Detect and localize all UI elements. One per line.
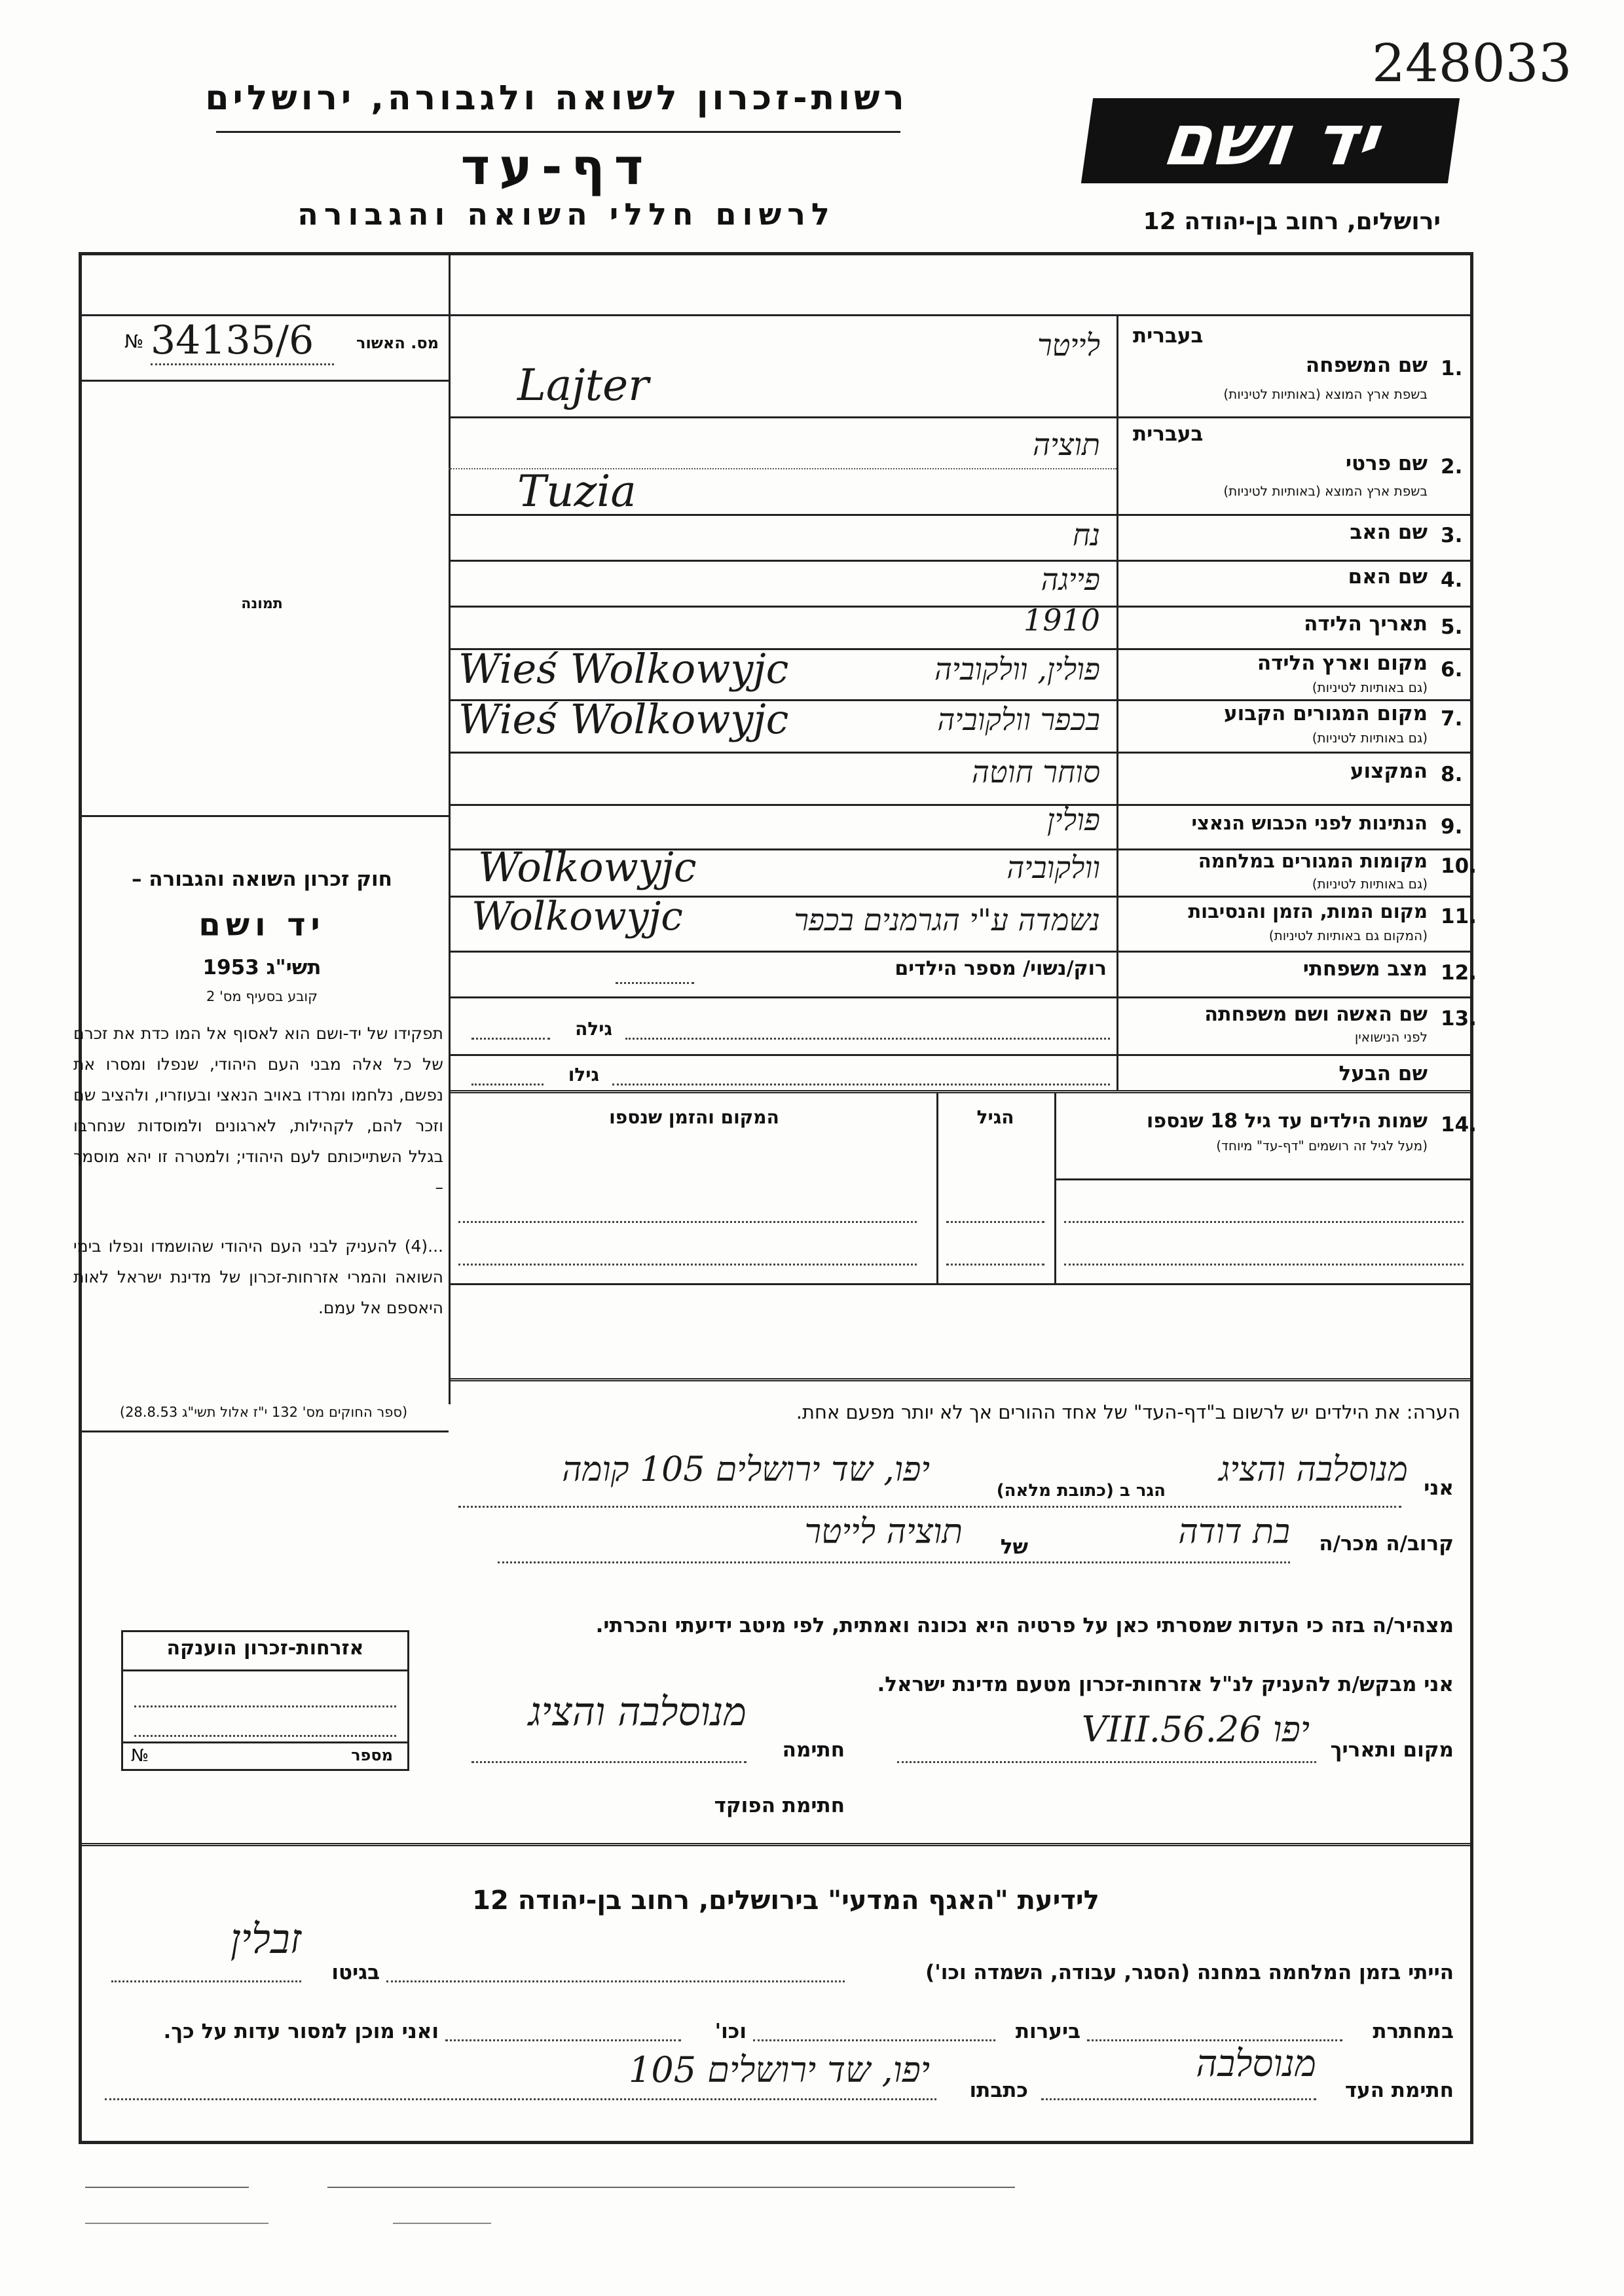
field-5-value: 1910: [1023, 602, 1100, 638]
field-11-number: 11.: [1441, 905, 1477, 928]
field-1-value-hebrew: לייטר: [1037, 327, 1100, 363]
field-2-lang: בעברית: [1133, 422, 1204, 446]
children-label: שמות הילדים עד גיל 18 שנספו: [1147, 1110, 1428, 1133]
photo-label: תמונה: [241, 596, 283, 612]
declarant-resides-label: הגר ב (כתובת מלאה): [996, 1481, 1166, 1501]
place-date-label: מקום ותאריך: [1330, 1738, 1454, 1762]
field-9-number: 9.: [1441, 815, 1463, 839]
field-8-value: סוחר חוטה: [971, 754, 1100, 790]
form-subtitle: לרשום חללי השואה והגבורה: [297, 196, 836, 232]
field-13-label: שם האשה ושם משפחתה: [1204, 1003, 1428, 1026]
yad-vashem-logo: [1081, 98, 1460, 183]
field-7-number: 7.: [1441, 707, 1463, 731]
field-1-label: שם המשפחה: [1305, 354, 1428, 377]
declarant-address: יפו, שד ירושלים 105 קומה: [562, 1450, 930, 1489]
witness-signature-label: חתימת העד: [1344, 2079, 1454, 2102]
law-year: תשי"ג 1953: [202, 956, 322, 979]
children-note: הערה: את הילדים יש לרשום ב"דף-העד" של אחד ההורים אך לא יותר מפעם אחת.: [796, 1401, 1460, 1423]
children-age-col: הגיל: [976, 1106, 1014, 1128]
declarant-i-label: אני: [1424, 1476, 1454, 1500]
field-11-label: מקום המות, הזמן והנסיבות: [1188, 900, 1428, 922]
field-12-label: מצב משפחתי: [1302, 957, 1428, 981]
signature-label: חתימה: [782, 1738, 845, 1762]
field-7-value-hebrew: בכפר וולקוביה: [937, 702, 1100, 737]
field-2-number: 2.: [1441, 455, 1463, 479]
ready-label: ואני מוכן למסור עדות על כך.: [163, 2020, 439, 2043]
witness-signature-value: מנוסלבה: [1196, 2043, 1316, 2085]
approval-number: 34135/6: [151, 318, 314, 363]
citizenship-title: אזרחות-זכרון הוענקה: [166, 1637, 364, 1660]
ghetto-label: בגיטו: [331, 1961, 380, 1984]
law-name: יד ושם: [198, 907, 325, 943]
footer-title: לידיעת "האגף המדעי" בירושלים, רחוב בן-יהודה 12: [472, 1886, 1099, 1916]
address-header: ירושלים, רחוב בן-יהודה 12: [1143, 208, 1441, 235]
field-6-value-latin: Wieś Wolkowyjc: [458, 645, 789, 693]
field-6-label: מקום וארץ הלידה: [1257, 651, 1428, 675]
field-3-number: 3.: [1441, 524, 1463, 547]
field-1-lang: בעברית: [1133, 324, 1204, 348]
field-9-label: הנתינות לפני הכבוש הנאצי: [1191, 812, 1428, 834]
etc-label: וכו': [714, 2020, 747, 2043]
field-1-value-latin: Lajter: [517, 360, 649, 410]
field-10-value-latin: Wolkowyjc: [478, 843, 697, 891]
signature-value: מנוסלבה והציג: [528, 1689, 747, 1735]
field-10-sub: (גם באותיות לטיניות): [1312, 876, 1428, 892]
declarant-name: מנוסלבה והציג: [1219, 1450, 1408, 1489]
field-4-label: שם האם: [1348, 565, 1428, 589]
citizenship-no-sign: №: [131, 1746, 149, 1766]
field-2-sub: בשפת ארץ המוצא (באותיות לטיניות): [1223, 483, 1428, 499]
children-number: 14.: [1441, 1113, 1477, 1137]
authority-title: רשות-זכרון לשואה ולגבורה, ירושלים: [205, 79, 908, 118]
field-11-value-latin: Wolkowyjc: [471, 894, 683, 939]
field-13-age-label: גילה: [575, 1018, 612, 1040]
field-11-sub: (המקום גם באותיות לטיניות): [1268, 928, 1428, 943]
field-6-number: 6.: [1441, 658, 1463, 682]
declare-text: מצהיר/ה בזה כי העדות שמסרתי כאן על פרטיה היא נכונה ואמתית, לפי מיטב ידיעתי והכרתי.: [595, 1614, 1454, 1637]
witness-address-value: יפו, שד ירושלים 105: [629, 2049, 930, 2090]
archive-number: 248033: [1372, 33, 1572, 94]
field-7-sub: (גם באותיות לטיניות): [1312, 730, 1428, 746]
of-label: של: [1000, 1535, 1028, 1559]
form-title: דף-עד: [460, 137, 653, 196]
underground-label: במחתרת: [1373, 2020, 1454, 2043]
logo-text: יד ושם: [1158, 100, 1383, 181]
field-6-sub: (גם באותיות לטיניות): [1312, 680, 1428, 695]
place-date-value: יפו 26.VIII.56: [1081, 1709, 1310, 1750]
field-10-number: 10.: [1441, 854, 1477, 878]
field-8-label: המקצוע: [1350, 759, 1428, 783]
field-5-number: 5.: [1441, 615, 1463, 639]
relation-value: בת דודה: [1178, 1512, 1290, 1552]
field-7-label: מקום המגורים הקבוע: [1224, 702, 1428, 725]
law-reference: (ספר החוקים מס' 132 י"ז אלול תשי"ג 28.8.53): [119, 1404, 408, 1420]
forests-label: ביערות: [1015, 2020, 1080, 2043]
field-11-value-hebrew: נשמדה ע"י הגרמנים בכפר: [794, 902, 1100, 938]
field-13-number: 13.: [1441, 1007, 1477, 1030]
camp-label: הייתי בזמן המלחמה במחנה (הסגר, עבודה, השמדה וכו'): [925, 1961, 1454, 1984]
field-9-value: פולין: [1046, 802, 1100, 837]
field-13-sub: לפני הנישואין: [1354, 1029, 1428, 1045]
approval-no-sign: №: [124, 331, 144, 352]
approval-label: מס. האשור: [356, 334, 439, 352]
of-name: תוציה לייטר: [804, 1512, 963, 1552]
field-3-label: שם האב: [1350, 520, 1428, 544]
field-3-value: נח: [1072, 517, 1100, 553]
field-7-value-latin: Wieś Wolkowyjc: [458, 695, 789, 743]
ghetto-value: זבלין: [230, 1915, 301, 1963]
field-1-number: 1.: [1441, 357, 1463, 380]
field-8-number: 8.: [1441, 763, 1463, 786]
husband-age-label: גילו: [568, 1064, 599, 1085]
field-2-label: שם פרטי: [1345, 452, 1428, 475]
field-12-number: 12.: [1441, 961, 1477, 985]
field-10-label: מקומות המגורים במלחמה: [1198, 850, 1428, 872]
law-text: תפקידו של יד-ושם הוא לאסוף אל המו כדת את זכרם של כל אלה מבני העם היהודי, שנפלו ומסרו את נפשם, נלחמו ומרדו באויב הנאצי ובעוזריו, ולהציב שם וזכר להם, לקהילות, לארגונים ולמוסדות שנחרבו בגלל השתייכותם לעם היהודי; ולמטרה זו יהא מוסמך –: [73, 1024, 443, 1197]
field-12-value: רוק/נשוי/ מספר הילדים: [895, 957, 1107, 980]
children-place-col: המקום והזמן שנספו: [609, 1106, 779, 1128]
citizenship-number-label: מספר: [351, 1746, 393, 1764]
law-text-2: ...(4) להעניק לבני העם היהודי שהושמדו ונפלו בימי השואה והמרי אזרחות-זכרון של מדינת ישראל לאות היאספם אל עמם.: [73, 1237, 443, 1317]
field-4-value: פייגה: [1041, 562, 1100, 597]
field-5-label: תאריך הלידה: [1304, 612, 1428, 636]
request-text: אני מבקש/ת להעניק לנ"ל אזרחות-זכרון מטעם מדינת ישראל.: [877, 1673, 1454, 1696]
relative-label: קרוב/ה מכר/ה: [1319, 1532, 1454, 1556]
children-sub: (מעל לגיל זה רושמים "דף-עד" מיוחד): [1216, 1138, 1428, 1154]
field-2-value-latin: Tuzia: [517, 466, 637, 517]
field-2-value-hebrew: תוציה: [1033, 427, 1100, 462]
field-1-sub: בשפת ארץ המוצא (באותיות לטיניות): [1223, 386, 1428, 402]
supervisor-signature-label: חתימת הפוקד: [714, 1794, 845, 1817]
witness-address-label: כתבתו: [969, 2079, 1028, 2102]
law-title: חוק זכרון השואה והגבורה –: [132, 867, 392, 891]
field-6-value-hebrew: פולין, וולקוביה: [934, 651, 1100, 687]
law-clause: קובע בסעיף מס' 2: [206, 989, 318, 1004]
field-4-number: 4.: [1441, 568, 1463, 592]
husband-name-label: שם הבעל: [1338, 1062, 1428, 1085]
field-10-value-hebrew: וולקוביה: [1006, 850, 1100, 885]
